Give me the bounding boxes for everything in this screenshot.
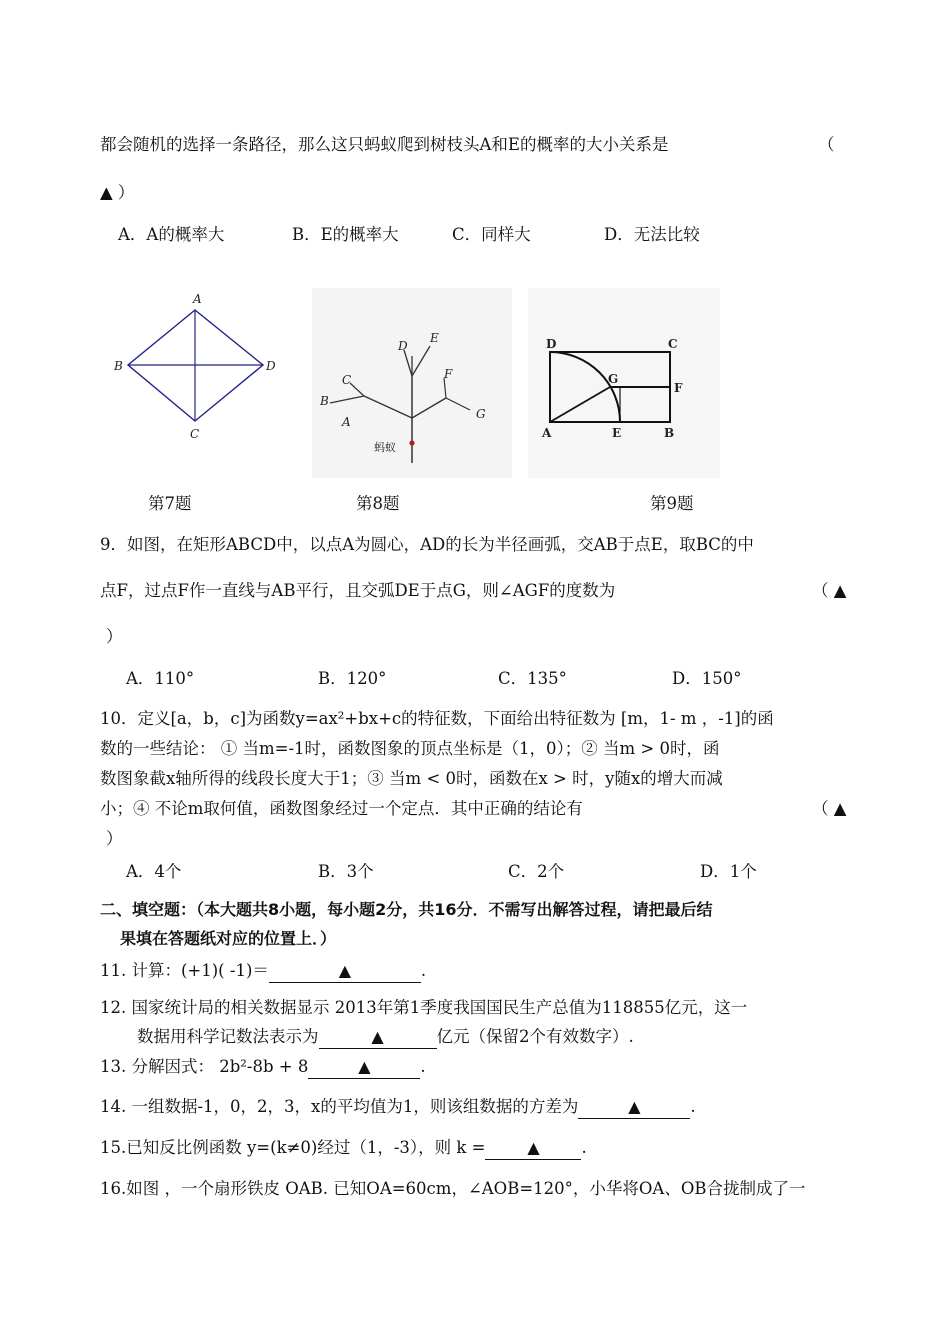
q10-line2: 数的一些结论： ① 当m=-1时，函数图象的顶点坐标是（1，0）；② 当m > 0时，函 [100,739,720,758]
q9-paren-close: ） [106,627,123,646]
q8-paren-open: （ [818,135,835,154]
q9-answer-mark: （ ▲ [812,581,847,600]
q12-text: 数据用科学记数法表示为 [137,1027,319,1046]
q13-answer-blank[interactable] [308,1056,420,1079]
q10-option-c: C．2个 [508,862,565,881]
fig7-label-d: D [266,359,276,373]
fig8-label-f: F [444,367,453,381]
fig9-label-f: F [674,381,683,395]
q9-option-b: B．120° [318,669,387,688]
fig8-caption: 第8题 [356,494,400,513]
fig7-label-c: C [190,427,200,441]
fig8-label-b: B [320,394,329,408]
fig7-label-a: A [193,292,202,306]
section2-heading-line2: 果填在答题纸对应的位置上．） [120,929,337,948]
q8-option-d: D．无法比较 [604,225,700,244]
fig8-label-a: A [342,415,351,429]
q14 [100,1096,696,1119]
q9-option-c: C．135° [498,669,567,688]
fig9-label-d: D [546,337,557,351]
figure-9-rectangle-arc [528,288,720,478]
q9-line1: 9．如图，在矩形ABCD中，以点A为圆心，AD的长为半径画弧，交AB于点E，取BC的中 [100,535,754,554]
q13-answer-mark: ▲ [358,1057,371,1076]
q12-suffix: 亿元（保留2个有效数字）. [436,1027,634,1046]
section2-heading-line1: 二、填空题：（本大题共8小题，每小题2分，共16分．不需写出解答过程，请把最后结 [100,900,713,919]
q9-option-d: D．150° [672,669,742,688]
fig8-ant-label: 蚂蚁 [374,441,396,454]
q10-line3: 数图象截x轴所得的线段长度大于1；③ 当m < 0时，函数在x > 时，y随x的增大而减 [100,769,723,788]
q10-option-b: B．3个 [318,862,374,881]
q15-answer-blank[interactable] [485,1137,581,1160]
q15-answer-mark: ▲ [527,1138,540,1157]
fig9-label-c: C [668,337,678,351]
q10-option-a: A．4个 [126,862,182,881]
q8-option-c: C．同样大 [452,225,531,244]
q13-suffix: . [420,1057,426,1076]
q10-answer-mark: （ ▲ [812,799,847,818]
q11 [100,960,426,983]
fig8-label-e: E [430,331,439,345]
ant-dot [409,440,414,445]
q13 [100,1056,426,1079]
q11-answer-blank[interactable] [269,960,421,983]
q16-line1: 16.如图 ，一个扇形铁皮 OAB. 已知OA=60cm，∠AOB=120°，小华将OA、OB合拢制成了一 [100,1179,806,1198]
fig9-label-a: A [542,426,552,440]
fig7-caption: 第7题 [148,494,192,513]
fig9-label-g: G [608,372,619,386]
q8-option-b: B．E的概率大 [292,225,399,244]
q14-text: 14. 一组数据-1，0，2，3，x的平均值为1，则该组数据的方差为 [100,1097,579,1116]
fig9-caption: 第9题 [650,494,694,513]
fig9-label-e: E [612,426,622,440]
q10-line1: 10．定义[a，b，c]为函数y=ax²+bx+c的特征数，下面给出特征数为 [m，1- m ，-1]的函 [100,709,774,728]
q12-line2 [137,1026,634,1049]
q9-option-a: A．110° [126,669,195,688]
q12-line1: 12. 国家统计局的相关数据显示 2013年第1季度我国国民生产总值为118855亿元，这一 [100,998,748,1017]
q15 [100,1137,587,1160]
q14-answer-blank[interactable] [578,1096,690,1119]
q10-option-d: D．1个 [700,862,757,881]
figure-8-tree [312,288,512,478]
q11-text: 11. 计算：(+1)( -1)＝ [100,961,269,980]
fig8-label-c: C [342,373,352,387]
q12-answer-blank[interactable] [319,1026,437,1049]
q15-suffix: . [581,1138,587,1157]
q12-answer-mark: ▲ [371,1027,384,1046]
q8-option-a: A．A的概率大 [118,225,225,244]
q13-text: 13. 分解因式： 2b²-8b + 8 [100,1057,309,1076]
q8-answer-mark: ▲ ） [100,183,135,202]
fig9-label-b: B [664,426,675,440]
q14-suffix: . [690,1097,696,1116]
fig8-label-g: G [476,407,486,421]
q11-answer-mark: ▲ [338,961,352,980]
q8-text-line1: 都会随机的选择一条路径，那么这只蚂蚁爬到树枝头A和E的概率的大小关系是 [100,135,669,154]
q10-paren-close: ） [106,829,123,848]
q15-text: 15.已知反比例函数 y=(k≠0)经过（1，-3），则 k = [100,1138,486,1157]
q11-suffix: . [420,961,427,980]
q14-answer-mark: ▲ [628,1097,641,1116]
q9-line2: 点F，过点F作一直线与AB平行，且交弧DE于点G，则∠AGF的度数为 [100,581,616,600]
q10-line4: 小；④ 不论m取何值，函数图象经过一个定点．其中正确的结论有 [100,799,583,818]
fig8-label-d: D [398,339,408,353]
figure-7-rhombus [100,288,290,478]
fig7-label-b: B [114,359,123,373]
